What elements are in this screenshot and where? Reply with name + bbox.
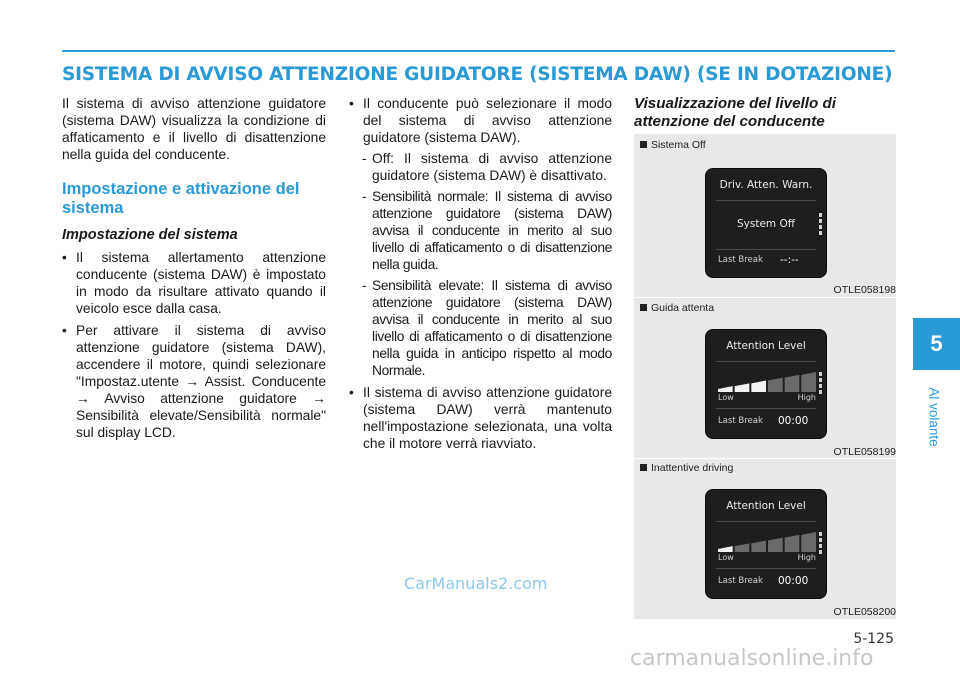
last-break-label: Last Break: [718, 576, 763, 586]
attention-level-bar: [718, 372, 816, 392]
square-bullet-icon: [640, 464, 647, 471]
dash-item-off: [349, 150, 612, 184]
screen-status: System Off: [737, 218, 795, 230]
level-segment: [801, 372, 816, 392]
low-label: Low: [718, 393, 734, 402]
last-break-label: Last Break: [718, 255, 763, 265]
page-title: SISTEMA DI AVVISO ATTENZIONE GUIDATORE (SISTEMA DAW) (SE IN DOTAZIONE): [62, 64, 893, 85]
dash-mark: -: [362, 189, 367, 204]
screen-separator: [716, 200, 816, 201]
lcd-screen-inattentive: [705, 489, 827, 599]
screen-separator: [716, 568, 816, 569]
level-scale: [718, 553, 816, 562]
level-segment: [718, 546, 733, 552]
level-segment: [718, 386, 733, 392]
column-middle: [349, 95, 612, 452]
watermark-left: CarManuals2.com: [404, 574, 548, 593]
dash-item-high: [349, 277, 612, 379]
last-break-label: Last Break: [718, 416, 763, 426]
high-label: High: [797, 553, 816, 562]
last-break-value: --:--: [780, 254, 799, 266]
panel-label: Inattentive driving: [640, 462, 733, 474]
chapter-tab: 5: [913, 318, 960, 370]
figure-code: OTLE058200: [833, 606, 896, 618]
level-segment: [768, 378, 783, 392]
dash-mark: -: [362, 151, 367, 166]
screen-separator: [716, 249, 816, 250]
screen-title: Driv. Atten. Warn.: [719, 179, 813, 191]
panel-label: Guida attenta: [640, 302, 714, 314]
screen-separator: [716, 361, 816, 362]
dash-text: Sensibilità normale: Il sistema di avviso attenzione guidatore (sistema DAW) avvisa il conducente in merito al suo livello di affaticamento o di disattenzione nella guida.: [372, 189, 612, 272]
screen-separator: [716, 521, 816, 522]
dash-item-normal: [349, 188, 612, 273]
screen-title: Attention Level: [726, 500, 806, 512]
chapter-label: Al volante: [926, 387, 942, 447]
bullet-item: • Il sistema allertamento attenzione conducente (sistema DAW) è impostato in modo da risultare attivato quando il veicolo esce dalla casa.: [62, 249, 326, 317]
low-label: Low: [718, 553, 734, 562]
bullet-item: • Per attivare il sistema di avviso attenzione guidatore (sistema DAW), accendere il motore, quindi selezionare "Impostaz.utente → Assist. Conducente → Avviso attenzione guidatore → Sensibilità elevate/Sensibilità normale" sul display LCD.: [62, 322, 326, 441]
level-segment: [735, 543, 750, 552]
screen-title: Attention Level: [726, 340, 806, 352]
subsection-heading: Impostazione del sistema: [62, 227, 238, 243]
column-right: [634, 95, 896, 131]
bullet-item: • Il conducente può selezionare il modo del sistema di avviso attenzione guidatore (sistema DAW).: [349, 95, 612, 146]
level-segment: [785, 535, 800, 552]
level-ticks-icon: [819, 213, 822, 237]
level-segment: [801, 532, 816, 552]
level-segment: [751, 541, 766, 553]
level-ticks-icon: [819, 372, 822, 396]
level-segment: [768, 538, 783, 552]
intro-paragraph: Il sistema di avviso attenzione guidatore (sistema DAW) visualizza la condizione di affaticamento e il livello di disattenzione nella guida del conducente.: [62, 96, 326, 162]
lcd-screen-attentive: [705, 329, 827, 439]
level-segment: [785, 375, 800, 392]
last-break-value: 00:00: [778, 575, 809, 587]
level-ticks-icon: [819, 532, 822, 556]
high-label: High: [797, 393, 816, 402]
bullet-item: • Il sistema di avviso attenzione guidatore (sistema DAW) verrà mantenuto nell'impostazione selezionata, una volta che il motore verrà riavviato.: [349, 384, 612, 452]
attention-level-bar: [718, 532, 816, 552]
level-segment: [735, 383, 750, 392]
level-scale: [718, 393, 816, 402]
panel-divider: [634, 297, 896, 298]
display-heading: Visualizzazione del livello di attenzione del conducente: [634, 95, 836, 130]
last-break-value: 00:00: [778, 415, 809, 427]
level-segment: [751, 381, 766, 393]
square-bullet-icon: [640, 304, 647, 311]
page-number: 5-125: [853, 631, 894, 647]
panel-label: Sistema Off: [640, 139, 706, 151]
watermark-right: carmanualsonline.info: [630, 646, 874, 671]
lcd-screen-system-off: [705, 168, 827, 278]
top-rule: [62, 50, 895, 52]
figure-code: OTLE058199: [833, 446, 896, 458]
panel-divider: [634, 458, 896, 459]
dash-mark: -: [362, 278, 367, 293]
square-bullet-icon: [640, 141, 647, 148]
figure-code: OTLE058198: [833, 284, 896, 296]
dash-text: Off: Il sistema di avviso attenzione guidatore (sistema DAW) è disattivato.: [372, 151, 612, 183]
column-left: [62, 95, 326, 441]
screen-separator: [716, 408, 816, 409]
dash-text: Sensibilità elevate: Il sistema di avviso attenzione guidatore (sistema DAW) avvisa il conducente in merito al suo livello di affaticamento o di disattenzione nella guida in anticipo rispetto al modo Normale.: [372, 278, 612, 378]
section-heading: Impostazione e attivazione del sistema: [62, 180, 300, 217]
